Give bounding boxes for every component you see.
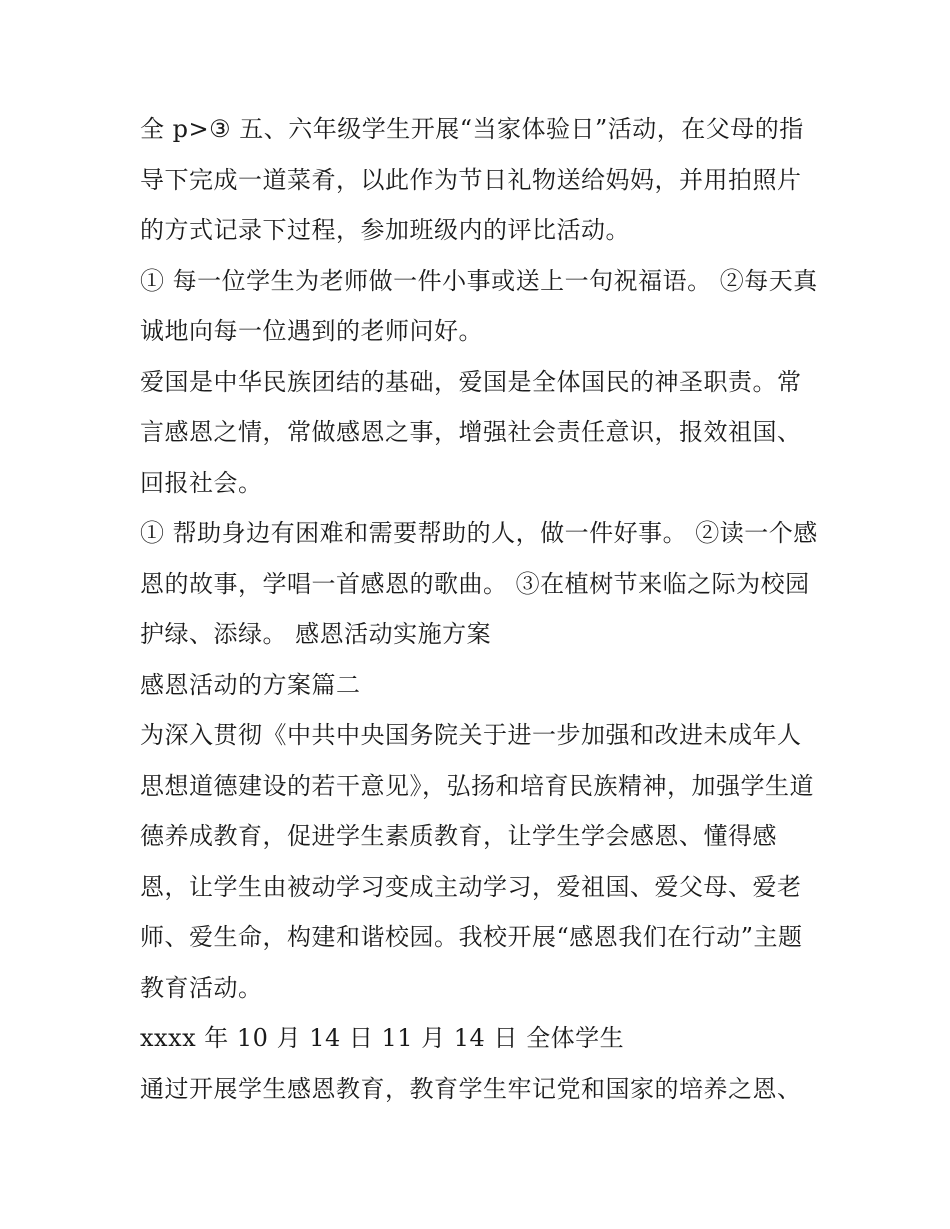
- paragraph-intro-activity: 全 p>③ 五、六年级学生开展“当家体验日”活动，在父母的指导下完成一道菜肴，以此作为节日礼物送给妈妈，并用拍照片的方式记录下过程，参加班级内的评比活动。: [140, 115, 804, 244]
- paragraph-purpose: 为深入贯彻《中共中央国务院关于进一步加强和改进未成年人思想道德建设的若干意见》，弘扬和培育民族精神，加强学生道德养成教育，促进学生素质教育，让学生学会感恩、懂得感恩，让学生由被动学习变成主动学习，爱祖国、爱父母、爱老师、爱生命，构建和谐校园。我校开展“感恩我们在行动”主题教育活动。: [140, 721, 814, 1002]
- paragraph-date-participants: xxxx 年 10 月 14 日 11 月 14 日 全体学生: [140, 1024, 625, 1052]
- paragraph-teacher-actions: ① 每一位学生为老师做一件小事或送上一句祝福语。 ②每天真诚地向每一位遇到的老师问好。: [140, 266, 818, 345]
- document-body: [140, 104, 820, 1114]
- paragraph-goal: 通过开展学生感恩教育，教育学生牢记党和国家的培养之恩、: [140, 1074, 802, 1103]
- paragraph-patriotism: 爱国是中华民族团结的基础，爱国是全体国民的神圣职责。常言感恩之情，常做感恩之事，增强社会责任意识，报效祖国、回报社会。: [140, 367, 802, 497]
- paragraph-society-actions: ① 帮助身边有困难和需要帮助的人，做一件好事。 ②读一个感恩的故事，学唱一首感恩的歌曲。 ③在植树节来临之际为校园护绿、添绿。 感恩活动实施方案: [140, 519, 818, 648]
- section-heading: 感恩活动的方案篇二: [140, 670, 361, 699]
